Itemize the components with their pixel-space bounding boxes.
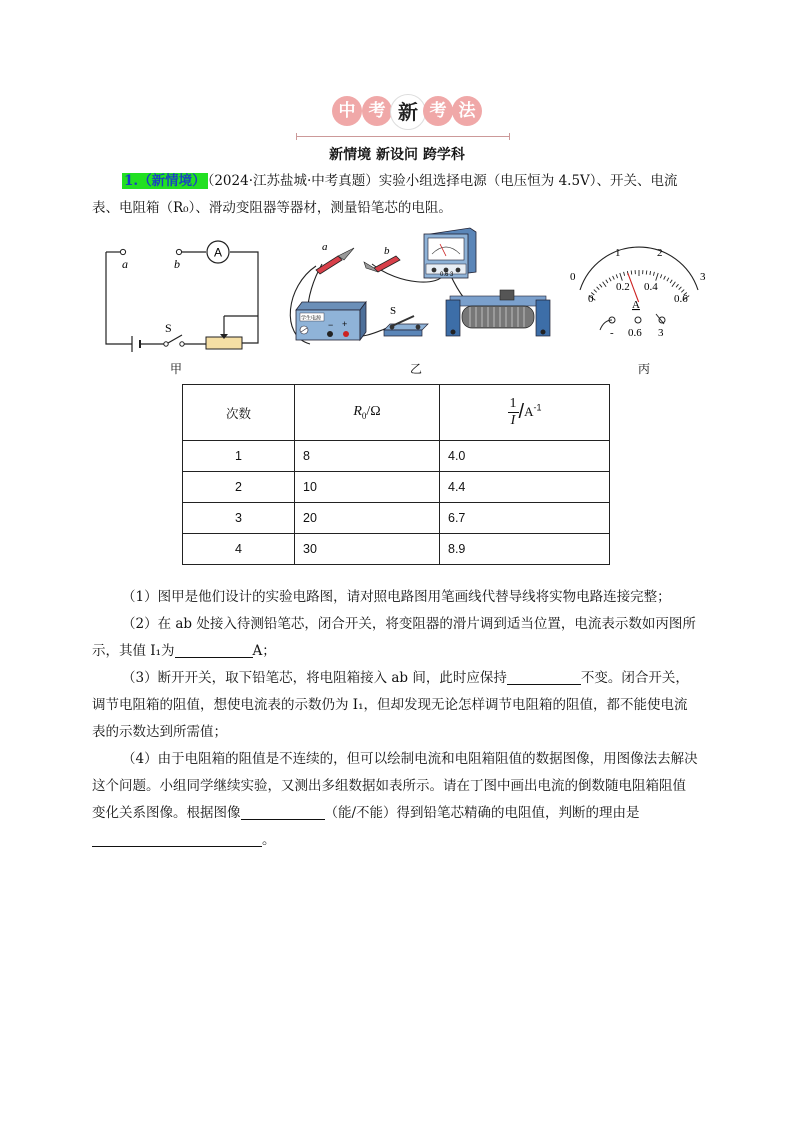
cell-trial: 4: [183, 534, 295, 565]
answer-blank-constant[interactable]: [507, 668, 581, 685]
circuit-diagram: [96, 236, 266, 354]
dial-tick: [597, 287, 600, 290]
svg-text:−: −: [328, 320, 334, 330]
bottom-scale-1: 0.2: [616, 281, 630, 293]
label-b: b: [174, 257, 180, 271]
question-intro: [92, 168, 718, 222]
data-table: [182, 384, 610, 565]
power-supply-label: 学生电源: [301, 315, 322, 322]
part-3-text: （3）断开开关，取下铅笔芯，将电阻箱接入 ab 间，此时应保持: [122, 670, 507, 686]
header-reciprocal: $\frac{1}{I}$ $/A^{-1}$: [440, 385, 610, 441]
formula-unit: A: [524, 403, 534, 419]
clip-label-a: a: [322, 241, 328, 253]
answer-blank-reason[interactable]: [92, 830, 262, 847]
part-2-line-1: （2）在 ab 处接入待测铅笔芯，闭合开关，将变阻器的滑片调到适当位置，电流表示数如丙图所: [122, 616, 696, 632]
formula-num: 1: [509, 396, 517, 411]
cell-resistance: 30: [295, 534, 440, 565]
switch-contact: [180, 342, 184, 346]
switch-contact: [164, 342, 168, 346]
cell-trial: 3: [183, 503, 295, 534]
dial-tick: [613, 276, 615, 280]
part-3-line-1: [92, 665, 718, 692]
figure-label-jia: 甲: [170, 362, 183, 376]
part-4-line-1: （4）由于电阻箱的阻值是不连续的，但可以绘制电流和电阻箱阻值的数据图像，用图像法去解决: [122, 751, 698, 767]
table-row: [183, 472, 610, 503]
cell-reciprocal: 6.7: [440, 503, 610, 534]
part-3-line-3: 表的示数达到所需值；: [92, 724, 227, 740]
answer-blank-can[interactable]: [241, 803, 325, 820]
dial-tick: [667, 278, 669, 282]
dial-tick: [664, 276, 666, 280]
dial-tick: [594, 290, 597, 293]
part-3-line-2: 调节电阻箱的阻值，想使电流表的示数仍为 I₁，但却发现无论怎样调节电阻箱的阻值，都不能使电流: [92, 697, 688, 713]
part-4-text: 变化关系图像。根据图像: [92, 805, 241, 821]
meter-terminal-text: 0.6 3: [440, 272, 454, 278]
header-resistance: $R_0/\Omega$: [295, 385, 440, 441]
dial-tick: [609, 278, 611, 282]
label-switch: S: [165, 321, 172, 335]
cell-trial: 1: [183, 441, 295, 472]
dial-tick: [616, 274, 617, 278]
part-4-line-3: [92, 800, 718, 827]
part-4-text-after: （能/不能）得到铅笔芯精确的电阻值，判断的理由是: [324, 805, 640, 821]
dial-tick: [660, 274, 661, 278]
intro-line-2: 表、电阻箱（R₀）、滑动变阻器等器材，测量铅笔芯的电阻。: [92, 200, 452, 216]
bottom-scale-3: 0.6: [674, 293, 688, 305]
switch-label: S: [390, 305, 397, 317]
label-a: a: [122, 257, 128, 271]
ammeter-dial: [564, 240, 714, 340]
dial-tick: [600, 284, 603, 287]
dial-tick: [670, 280, 672, 283]
cell-reciprocal: 4.0: [440, 441, 610, 472]
dial-tick: [653, 272, 654, 276]
formula-exp: -1: [533, 402, 542, 413]
top-scale-3: 3: [700, 271, 706, 283]
page-subtitle: 新情境 新设问 跨学科: [329, 147, 465, 163]
clip-b: [364, 256, 400, 272]
part-1: （1）图甲是他们设计的实验电路图，请对照电路图用笔画线代替导线将实物电路连接完整；: [122, 589, 671, 605]
part-4-line-4: [92, 827, 718, 854]
top-scale-0: 0: [570, 271, 576, 283]
dial-tick: [681, 290, 684, 293]
knife-switch: [384, 316, 428, 336]
cell-resistance: 10: [295, 472, 440, 503]
part-4-end: 。: [262, 832, 276, 848]
dial-tick: [679, 287, 682, 290]
bottom-scale-2: 0.4: [644, 281, 658, 293]
dial-tick: [631, 271, 632, 275]
part-3-text-after: 不变。闭合开关，: [580, 670, 689, 686]
formula-den: I: [510, 413, 516, 428]
dial-tick: [676, 284, 679, 287]
dial-tick: [672, 282, 676, 287]
dial-tick: [606, 280, 608, 283]
terminal-b: [176, 249, 181, 254]
svg-text:+: +: [342, 319, 348, 329]
part-2-text: 示，其值 I₁为: [92, 643, 175, 659]
cell-resistance: 8: [295, 441, 440, 472]
part-2-line-2: [92, 638, 718, 665]
badge-char: 考: [423, 96, 453, 126]
clip-label-b: b: [384, 245, 390, 257]
ammeter-symbol-label: A: [213, 245, 223, 260]
dial-tick: [620, 273, 623, 281]
table-row: [183, 534, 610, 565]
dial-unit: A: [632, 299, 640, 311]
badge-char: 中: [332, 96, 362, 126]
switch-lever: [168, 335, 182, 343]
part-2-unit: A；: [252, 643, 276, 659]
question-number: 1.: [124, 173, 139, 189]
badge-char: 考: [362, 96, 392, 126]
terminal-a: [120, 249, 125, 254]
terminal-label-minus: -: [610, 327, 614, 339]
badge-char: 法: [452, 96, 482, 126]
question-tag-text: （新情境）: [138, 173, 206, 189]
answer-blank-current[interactable]: [175, 641, 253, 658]
dial-tick: [650, 271, 651, 275]
rheostat-device: [446, 290, 550, 336]
cell-reciprocal: 8.9: [440, 534, 610, 565]
header-badge: [332, 96, 482, 130]
figure-label-yi: 乙: [410, 362, 423, 376]
header-trial: 次数: [183, 385, 295, 441]
ammeter-device: [424, 228, 476, 278]
top-scale-1: 1: [615, 247, 621, 259]
bottom-scale-0: 0: [588, 293, 594, 305]
part-4-line-2: 这个问题。小组同学继续实验，又测出多组数据如表所示。请在丁图中画出电流的倒数随电阻箱阻值: [92, 778, 686, 794]
question-tag: [122, 173, 208, 189]
physical-setup: [280, 226, 552, 354]
intro-line-1: （2024·江苏盐城·中考真题）实验小组选择电源（电压恒为 4.5V）、开关、电流: [207, 173, 678, 189]
dial-tick: [656, 273, 659, 281]
terminal-label-3: 3: [658, 327, 664, 339]
dial-tick: [646, 271, 647, 275]
header-divider: [296, 136, 510, 137]
table-header-row: [183, 385, 610, 441]
badge-char: 新: [390, 94, 426, 130]
terminal-label-06: 0.6: [628, 327, 642, 339]
top-scale-2: 2: [657, 247, 663, 259]
question-parts: [92, 584, 718, 854]
cell-reciprocal: 4.4: [440, 472, 610, 503]
dial-arc: [580, 247, 698, 290]
cell-trial: 2: [183, 472, 295, 503]
terminal-06: [635, 317, 641, 323]
dial-tick: [624, 272, 625, 276]
table-row: [183, 503, 610, 534]
dial-tick: [603, 282, 607, 287]
figure-label-bing: 丙: [638, 362, 651, 376]
table-row: [183, 441, 610, 472]
cell-resistance: 20: [295, 503, 440, 534]
